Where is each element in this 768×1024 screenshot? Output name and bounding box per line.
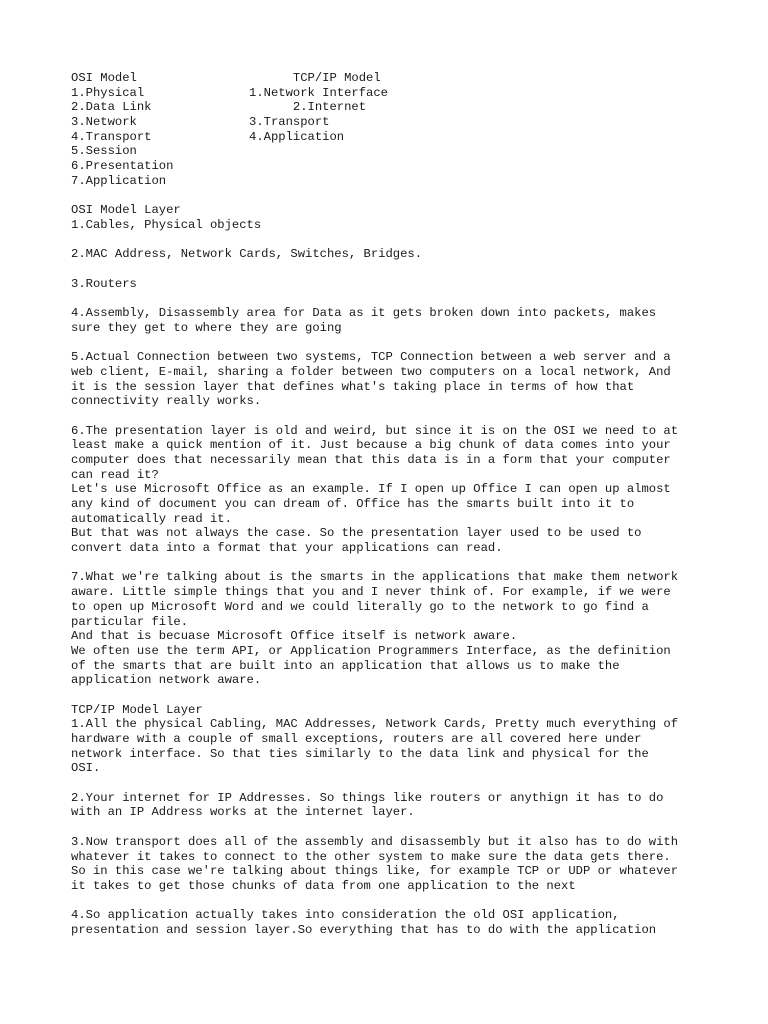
osi-layer-paragraph-line: least make a quick mention of it. Just because a big chunk of data comes into your — [71, 438, 671, 453]
osi-layer-paragraph-line: 4.Assembly, Disassembly area for Data as it gets broken down into packets, makes — [71, 306, 657, 321]
tcpip-layer-paragraph-line: network interface. So that ties similarly to the data link and physical for the — [71, 746, 649, 761]
osi-layer-paragraph-line: And that is becuase Microsoft Office itself is network aware. — [71, 629, 518, 644]
osi-layer-paragraph-line: web client, E-mail, sharing a folder between two computers on a local network, And — [71, 364, 671, 379]
tcpip-layer-paragraph-line: 1.All the physical Cabling, MAC Addresses, Network Cards, Pretty much everything of — [71, 717, 679, 732]
tcpip-item: 3.Transport — [249, 115, 330, 130]
osi-item: 4.Transport — [71, 129, 152, 144]
osi-item: 1.Physical — [71, 85, 145, 100]
tcpip-item: 2.Internet — [249, 100, 367, 115]
osi-layer-paragraph-line: But that was not always the case. So the presentation layer used to be used to — [71, 526, 642, 541]
tcpip-layer-paragraph-line: 2.Your internet for IP Addresses. So things like routers or anythign it has to do — [71, 790, 664, 805]
osi-layer-paragraph-line: particular file. — [71, 614, 189, 629]
osi-layer-paragraph-line: convert data into a format that your applications can read. — [71, 541, 503, 556]
osi-layer-paragraph-line: aware. Little simple things that you and I never think of. For example, if we were — [71, 585, 671, 600]
osi-layer-paragraph-line: can read it? — [71, 467, 159, 482]
tcpip-layer-paragraph-line: hardware with a couple of small exceptions, routers are all covered here under — [71, 732, 642, 747]
osi-layer-paragraph-line: 2.MAC Address, Network Cards, Switches, Bridges. — [71, 247, 423, 262]
tcpip-layer-paragraph-line: whatever it takes to connect to the other system to make sure the data gets there. — [71, 849, 671, 864]
model-comparison — [71, 71, 711, 189]
tcpip-layer-paragraph-line: with an IP Address works at the internet layer. — [71, 805, 415, 820]
osi-layer-paragraph-line: 3.Routers — [71, 276, 137, 291]
osi-layer-paragraph-line: connectivity really works. — [71, 394, 262, 409]
osi-layer-paragraph-line: of the smarts that are built into an application that allows us to make the — [71, 658, 620, 673]
osi-layer-paragraph-line: it is the session layer that defines what's taking place in terms of how that — [71, 379, 635, 394]
osi-layer-paragraph-line: 6.The presentation layer is old and weird, but since it is on the OSI we need to at — [71, 423, 679, 438]
tcpip-layer-heading: TCP/IP Model Layer — [71, 702, 203, 717]
osi-layer-paragraph-line: Let's use Microsoft Office as an example. If I open up Office I can open up almost — [71, 482, 671, 497]
osi-layer-paragraph-line: 7.What we're talking about is the smarts in the applications that make them network — [71, 570, 679, 585]
osi-item: 2.Data Link — [71, 100, 152, 115]
tcpip-layer-section — [71, 703, 711, 938]
tcpip-layer-paragraph-line: it takes to get those chunks of data from one application to the next — [71, 878, 576, 893]
osi-layer-paragraph-line: sure they get to where they are going — [71, 320, 342, 335]
tcpip-model-list — [249, 71, 388, 144]
osi-model-list — [71, 71, 173, 189]
osi-item: 6.Presentation — [71, 159, 174, 174]
tcpip-model-heading: TCP/IP Model — [249, 71, 381, 85]
osi-layer-paragraph-line: computer does that necessarily mean that this data is in a form that your computer — [71, 452, 671, 467]
tcpip-layer-paragraph-line: OSI. — [71, 761, 101, 776]
tcpip-layer-paragraph-line: 4.So application actually takes into consideration the old OSI application, — [71, 908, 620, 923]
osi-item: 5.Session — [71, 144, 137, 159]
tcpip-layer-paragraph-line: So in this case we're talking about things like, for example TCP or UDP or whatever — [71, 864, 679, 879]
osi-layer-paragraph-line: We often use the term API, or Application Programmers Interface, as the definition — [71, 643, 671, 658]
tcpip-layer-paragraph-line: 3.Now transport does all of the assembly and disassembly but it also has to do with — [71, 834, 679, 849]
osi-layer-paragraph-line: 5.Actual Connection between two systems, TCP Connection between a web server and a — [71, 350, 671, 365]
tcpip-layer-paragraph-line: presentation and session layer.So everything that has to do with the application — [71, 922, 657, 937]
osi-item: 7.Application — [71, 173, 167, 188]
osi-model-heading: OSI Model — [71, 71, 137, 85]
tcpip-item: 4.Application — [249, 129, 345, 144]
osi-layer-heading: OSI Model Layer — [71, 203, 181, 218]
document-page — [71, 71, 711, 938]
osi-item: 3.Network — [71, 115, 137, 130]
tcpip-item: 1.Network Interface — [249, 85, 388, 100]
osi-layer-paragraph-line: 1.Cables, Physical objects — [71, 217, 262, 232]
osi-layer-paragraph-line: to open up Microsoft Word and we could literally go to the network to go find a — [71, 599, 649, 614]
osi-layer-paragraph-line: any kind of document you can dream of. Office has the smarts built into it to — [71, 497, 635, 512]
osi-layer-paragraph-line: application network aware. — [71, 673, 262, 688]
osi-layer-paragraph-line: automatically read it. — [71, 511, 232, 526]
osi-layer-section — [71, 203, 711, 688]
